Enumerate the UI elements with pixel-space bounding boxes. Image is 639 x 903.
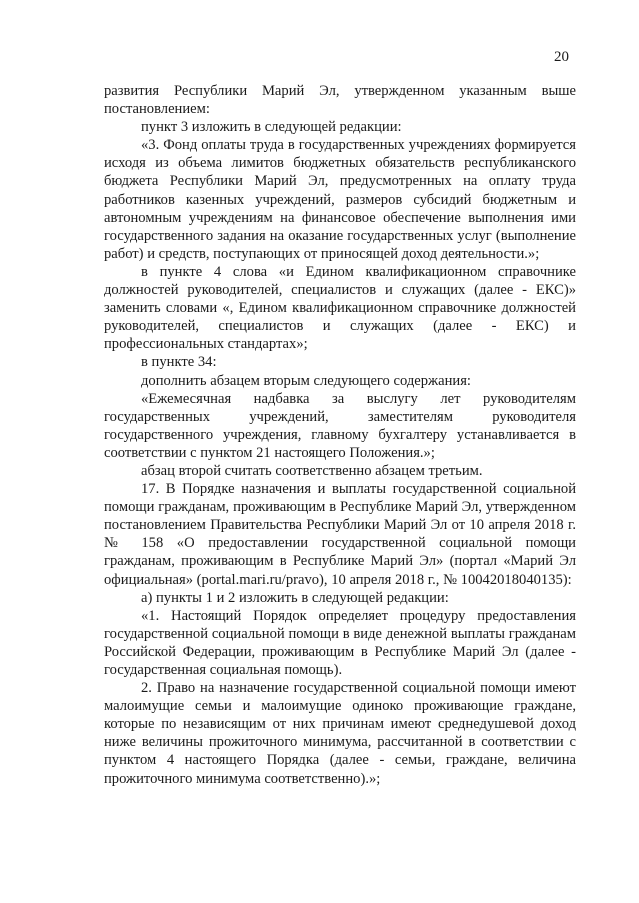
paragraph: дополнить абзацем вторым следующего содержания: [141, 372, 471, 389]
paragraph: 2. Право на назначение государственной социальной помощи имеют малоимущие семьи и малоимущие одиноко проживающие граждане, которые по независящим от них причинам имеют среднедушевой доход ниже величины прожиточного минимума, рассчитанной в соответствии с пунктом 4 настоящего Порядка (далее - семьи, граждане, величина прожиточного минимума соответственно).»; [104, 680, 576, 787]
paragraph: пункт 3 изложить в следующей редакции: [141, 119, 402, 136]
paragraph: развития Республики Марий Эл, утвержденном указанным выше постановлением: [104, 83, 576, 118]
paragraph: «Ежемесячная надбавка за выслугу лет руководителям государственных учреждений, заместителям руководителя государственного учреждения, главному бухгалтеру устанавливается в соответствии с пунктом 21 настоящего Положения.»; [104, 390, 576, 461]
paragraph: в пункте 4 слова «и Едином квалификационном справочнике должностей руководителей, специалистов и служащих (далее - ЕКС)» заменить словами «, Едином квалификационном справочнике должностей руководителей, специалистов и служащих (далее - ЕКС) и профессиональных стандартах»; [104, 263, 576, 353]
paragraph: 17. В Порядке назначения и выплаты государственной социальной помощи гражданам, проживающим в Республике Марий Эл, утвержденном постановлением Правительства Республики Марий Эл от 10 апреля 2018 г. № 158 «О предоставлении государственной социальной помощи гражданам, проживающим в Республике Марий Эл» (портал «Марий Эл официальная» (portal.mari.ru/pravo), 10 апреля 2018 г., № 10042018040135): [104, 481, 576, 588]
paragraph: абзац второй считать соответственно абзацем третьим. [141, 462, 483, 479]
paragraph: а) пункты 1 и 2 изложить в следующей редакции: [141, 589, 449, 606]
paragraph: в пункте 34: [141, 354, 217, 371]
paragraph: «1. Настоящий Порядок определяет процедуру предоставления государственной социальной помощи в виде денежной выплаты гражданам Российской Федерации, проживающим в Республике Марий Эл (далее - государственная социальная помощь). [104, 607, 576, 678]
paragraph: «3. Фонд оплаты труда в государственных учреждениях формируется исходя из объема лимитов бюджетных обязательств республиканского бюджета Республики Марий Эл, предусмотренных на оплату труда работников казенных учреждений, размеров субсидий бюджетным и автономным учреждениям на финансовое обеспечение выполнения ими государственного задания на оказание государственных услуг (выполнение работ) и средств, поступающих от приносящей доход деятельности.»; [104, 137, 576, 262]
page-number: 20 [554, 49, 569, 65]
document-body [104, 82, 576, 788]
